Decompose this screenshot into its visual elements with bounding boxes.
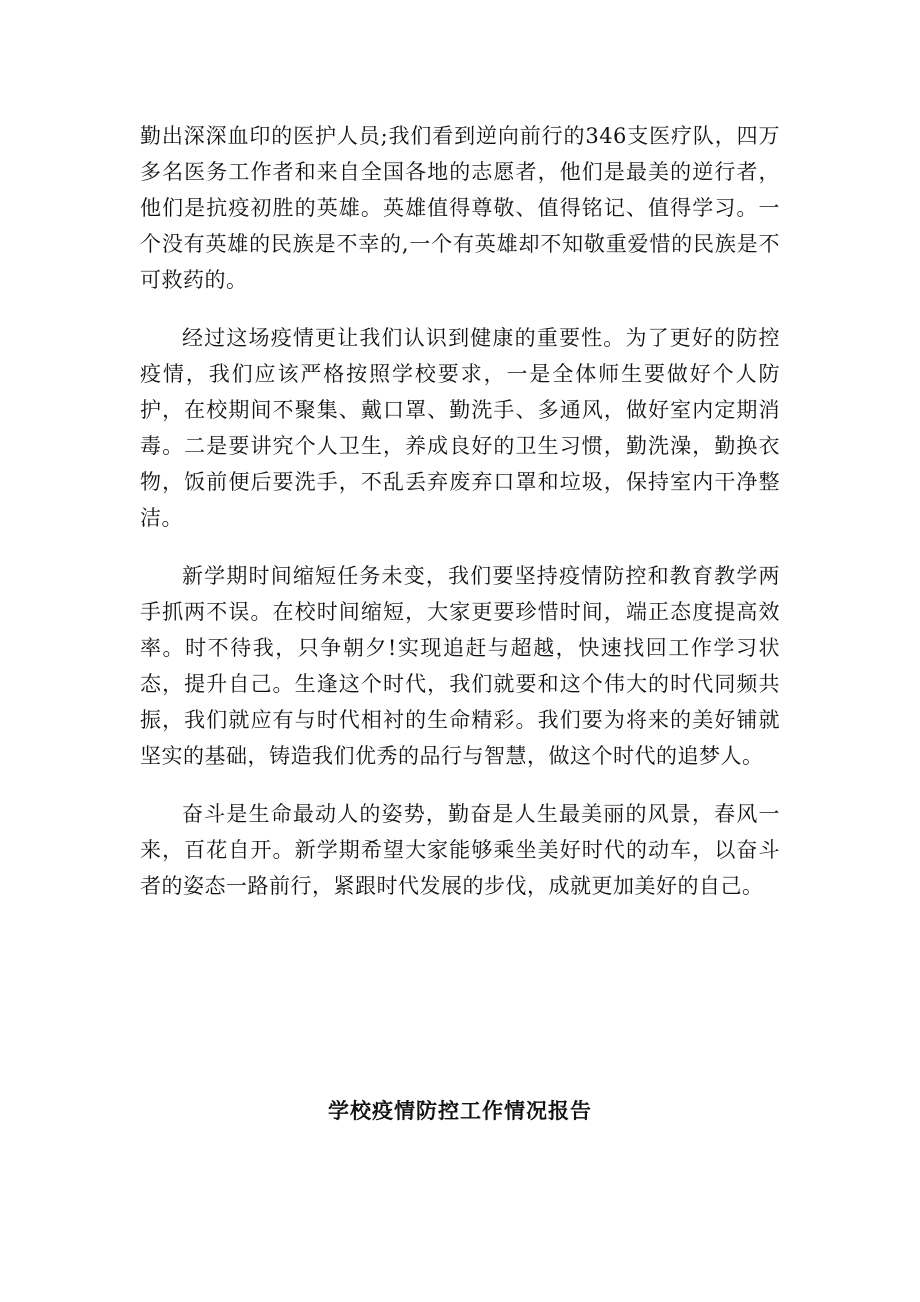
section-heading: 学校疫情防控工作情况报告: [328, 1099, 592, 1123]
paragraph-4: 奋斗是生命最动人的姿势，勤奋是人生最美丽的风景，春风一来，百花自开。新学期希望大家能够乘坐美好时代的动车，以奋斗者的姿态一路前行，紧跟时代发展的步伐，成就更加美好的自己。: [140, 802, 780, 898]
body-text: [140, 118, 780, 926]
paragraph-1: 勤出深深血印的医护人员;我们看到逆向前行的346支医疗队，四万多名医务工作者和来自全国各地的志愿者，他们是最美的逆行者，他们是抗疫初胜的英雄。英雄值得尊敬、值得铭记、值得学习。一个没有英雄的民族是不幸的,一个有英雄却不知敬重爱惜的民族是不可救药的。: [140, 124, 780, 292]
paragraph-3: 新学期时间缩短任务未变，我们要坚持疫情防控和教育教学两手抓两不误。在校时间缩短，大家更要珍惜时间，端正态度提高效率。时不待我，只争朝夕!实现追赶与超越，快速找回工作学习状态，提升自己。生逢这个时代，我们就要和这个伟大的时代同频共振，我们就应有与时代相衬的生命精彩。我们要为将来的美好铺就坚实的基础，铸造我们优秀的品行与智慧，做这个时代的追梦人。: [140, 564, 780, 768]
paragraph-2: 经过这场疫情更让我们认识到健康的重要性。为了更好的防控疫情，我们应该严格按照学校要求，一是全体师生要做好个人防护，在校期间不聚集、戴口罩、勤洗手、多通风，做好室内定期消毒。二是要讲究个人卫生，养成良好的卫生习惯，勤洗澡，勤换衣物，饭前便后要洗手，不乱丢弃废弃口罩和垃圾，保持室内干净整洁。: [140, 326, 780, 530]
